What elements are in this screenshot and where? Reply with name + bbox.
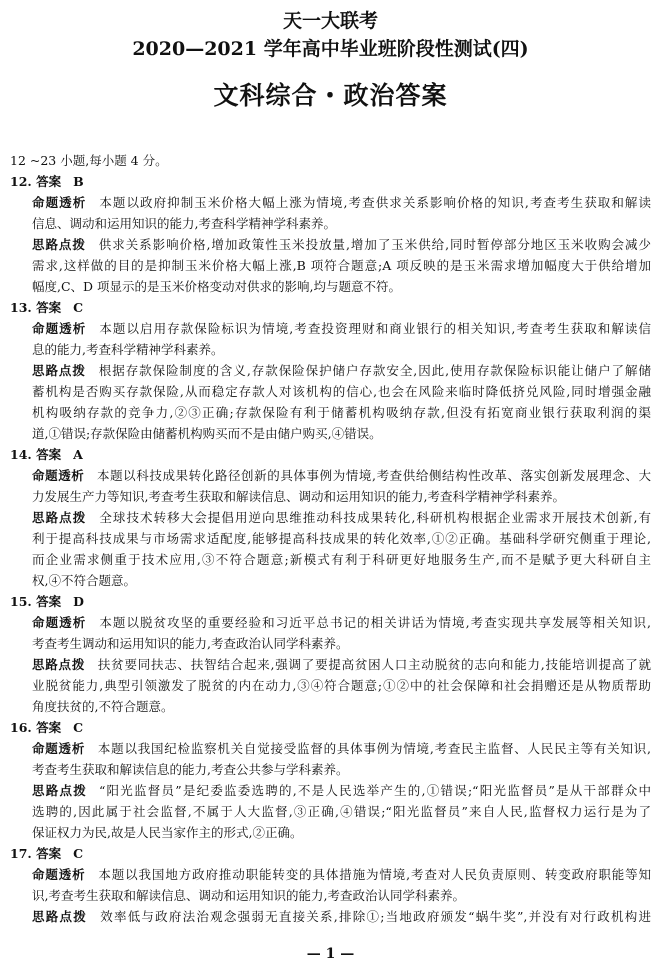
q12-analysis-text-1: 本题以政府抑制玉米价格大幅上涨为情境,考查供求关系影响价格的知识,考查考生获取和解读: [98, 195, 651, 210]
q13-analysis-cont: 息的能力,考查科学精神学科素养。: [32, 342, 224, 357]
answer-label: 答案: [36, 594, 62, 609]
q16-tips: [10, 780, 651, 801]
q14-tips: [10, 507, 651, 528]
q12-tips-cont: 幅度,C、D 项显示的是玉米价格变动对供求的影响,均与题意不符。: [32, 279, 402, 294]
q14-answer-line: [10, 444, 651, 465]
q14-tips-cont: 权,④不符合题意。: [32, 573, 136, 588]
q14-analysis-cont: 力发展生产力等知识,考查考生获取和解读信息、调动和运用知识的能力,考查科学精神学科素养。: [32, 489, 565, 504]
q16-tips-text-1: “阳光监督员”是纪委监委选聘的,不是人民选举产生的,①错误;“阳光监督员”是从干部群众中: [98, 783, 651, 798]
q12-tips: [10, 234, 651, 255]
tips-label: 思路点拨: [32, 909, 87, 924]
tips-label: 思路点拨: [32, 510, 87, 525]
q12-answer-line: [10, 171, 651, 192]
q13-tips-cont: 道,①错误;存款保险由储蓄机构购买而不是由储户购买,④错误。: [32, 426, 382, 441]
tips-label: 思路点拨: [32, 363, 86, 378]
q14-answer: A: [73, 447, 83, 462]
q15-tips-cont: 角度扶贫的,不符合题意。: [32, 699, 174, 714]
q16-answer-line: [10, 717, 651, 738]
exam-organizer: 天一大联考: [282, 10, 378, 32]
q17-analysis: [10, 864, 651, 885]
answer-label: 答案: [36, 846, 62, 861]
q15-tips-text-1: 扶贫要同扶志、扶智结合起来,强调了要提高贫困人口主动脱贫的志向和能力,技能培训提高了就: [97, 657, 651, 672]
q17-number: 17.: [10, 846, 32, 861]
q12-answer: B: [73, 174, 84, 189]
q17-answer-line: [10, 843, 651, 864]
q14-number: 14.: [10, 447, 32, 462]
q17-analysis-cont: 识,考查考生获取和解读信息、调动和运用知识的能力,考查政治认同学科素养。: [32, 888, 465, 903]
q12-analysis: [10, 192, 651, 213]
q12-tips-text-1: 供求关系影响价格,增加政策性玉米投放量,增加了玉米供给,同时暂停部分地区玉米收购会减少: [97, 237, 651, 252]
q17-answer: C: [73, 846, 84, 861]
q14-tips-text-1: 全球技术转移大会提倡用逆向思维推动科技成果转化,科研机构根据企业需求开展技术创新,有: [98, 510, 651, 525]
answer-label: 答案: [36, 447, 62, 462]
q15-tips-cont: 业脱贫能力,典型引领激发了脱贫的内在动力,③④符合题意;①②中的社会保障和社会捐赠还是从物质帮助: [32, 678, 651, 693]
analysis-label: 命题透析: [32, 615, 87, 630]
q16-number: 16.: [10, 720, 32, 735]
q14-tips-cont: 利于提高科技成果与市场需求适配度,能够提高科技成果的转化效率,①②正确。基础科学研究侧重于理论,: [32, 531, 651, 546]
q16-answer: C: [73, 720, 84, 735]
subject-title: 文科综合・政治答案: [213, 81, 448, 110]
q16-analysis: [10, 738, 651, 759]
q13-analysis-text-1: 本题以启用存款保险标识为情境,考查投资理财和商业银行的相关知识,考查考生获取和解读信: [98, 321, 651, 336]
q15-answer: D: [73, 594, 84, 609]
tips-label: 思路点拨: [32, 783, 87, 798]
q13-tips: [10, 360, 651, 381]
q12-number: 12.: [10, 174, 32, 189]
answer-label: 答案: [36, 720, 62, 735]
answer-label: 答案: [36, 174, 62, 189]
page-number: — 1 —: [306, 946, 355, 962]
intro-line: 12 ~23 小题,每小题 4 分。: [10, 153, 168, 168]
q12-tips-cont: 需求,这样做的目的是抑制玉米价格大幅上涨,B 项符合题意;A 项反映的是玉米需求增加幅度大于供给增加: [32, 258, 651, 273]
answer-label: 答案: [36, 300, 62, 315]
analysis-label: 命题透析: [32, 321, 87, 336]
q13-analysis: [10, 318, 651, 339]
exam-title: 2020—2021 学年高中毕业班阶段性测试(四): [132, 38, 529, 60]
q12-analysis-cont: 信息、调动和运用知识的能力,考查科学精神学科素养。: [32, 216, 336, 231]
analysis-label: 命题透析: [32, 468, 85, 483]
tips-label: 思路点拨: [32, 657, 86, 672]
q13-answer-line: [10, 297, 651, 318]
answer-content: [10, 150, 651, 927]
analysis-label: 命题透析: [32, 195, 87, 210]
q16-tips-cont: 保证权力为民,故是人民当家作主的形式,②正确。: [32, 825, 303, 840]
q13-answer: C: [73, 300, 84, 315]
q15-number: 15.: [10, 594, 32, 609]
q17-tips: [10, 906, 651, 927]
analysis-label: 命题透析: [32, 867, 86, 882]
q16-tips-cont: 选聘的,因此属于社会监督,不属于人大监督,③正确,④错误;“阳光监督员”来自人民,监督权力运行是为了: [32, 804, 651, 819]
q13-tips-cont: 蓄机构是否购买存款保险,从而稳定存款人对该机构的信心,也会在风险来临时降低挤兑风险,同时增强金融: [32, 384, 651, 399]
q15-tips: [10, 654, 651, 675]
q16-analysis-text-1: 本题以我国纪检监察机关自觉接受监督的具体事例为情境,考查民主监督、人民民主等有关知识,: [97, 741, 651, 756]
q15-analysis-text-1: 本题以脱贫攻坚的重要经验和习近平总书记的相关讲话为情境,考查实现共享发展等相关知识,: [98, 615, 651, 630]
q17-tips-text-1: 效率低与政府法治观念强弱无直接关系,排除①;当地政府颁发“蜗牛奖”,并没有对行政机构进: [98, 909, 651, 924]
q13-tips-cont: 机构吸纳存款的竞争力,②③正确;存款保险有利于储蓄机构吸纳存款,但没有拓宽商业银行获取利润的渠: [32, 405, 651, 420]
q14-analysis: [10, 465, 651, 486]
q13-number: 13.: [10, 300, 32, 315]
q14-analysis-text-1: 本题以科技成果转化路径创新的具体事例为情境,考查供给侧结构性改革、落实创新发展理念、大: [96, 468, 651, 483]
q15-answer-line: [10, 591, 651, 612]
q15-analysis: [10, 612, 651, 633]
analysis-label: 命题透析: [32, 741, 86, 756]
q16-analysis-cont: 考查考生获取和解读信息的能力,考查公共参与学科素养。: [32, 762, 349, 777]
q14-tips-cont: 而企业需求侧重于技术应用,③不符合题意;新模式有利于科研更好地服务生产,而不是赋予更大科研自主: [32, 552, 651, 567]
tips-label: 思路点拨: [32, 237, 86, 252]
q15-analysis-cont: 考查考生调动和运用知识的能力,考查政治认同学科素养。: [32, 636, 349, 651]
q17-analysis-text-1: 本题以我国地方政府推动职能转变的具体措施为情境,考查对人民负责原则、转变政府职能等知: [97, 867, 651, 882]
q13-tips-text-1: 根据存款保险制度的含义,存款保险保护储户存款安全,因此,使用存款保险标识能让储户了解储: [97, 363, 651, 378]
